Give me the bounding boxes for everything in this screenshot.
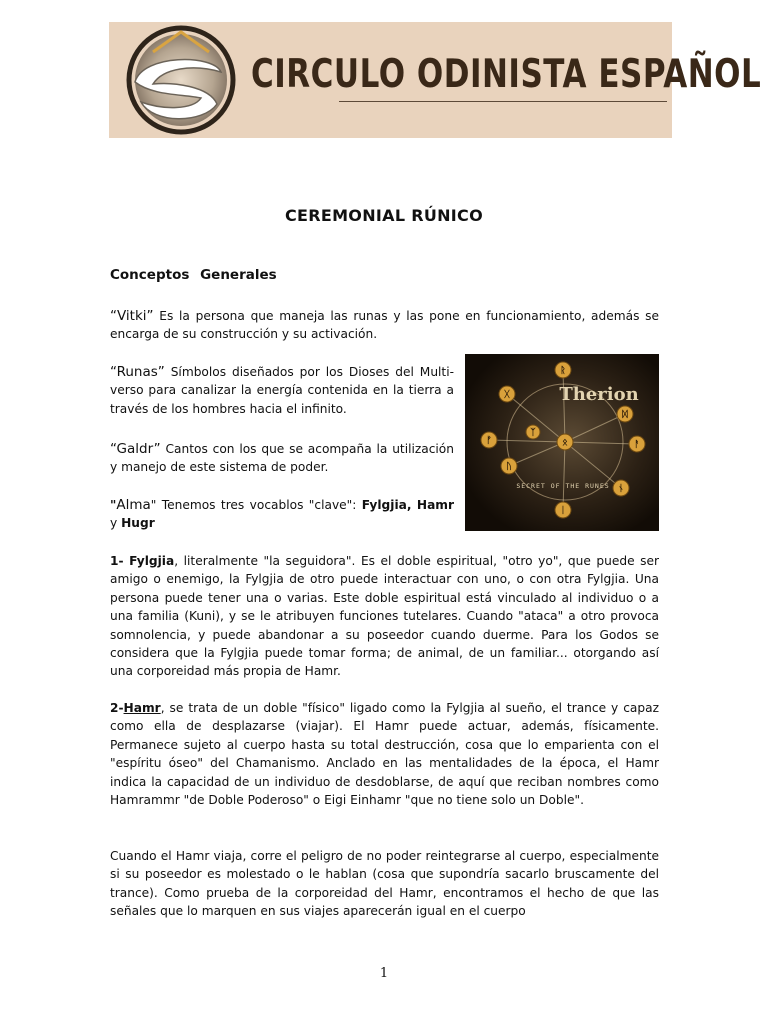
- number-1: 1-: [110, 554, 124, 568]
- svg-text:ᚷ: ᚷ: [504, 390, 510, 400]
- word-hugr: Hugr: [121, 516, 155, 531]
- paragraph-viaje: Cuando el Hamr viaja, corre el peligro de no poder reintegrarse al cuerpo, especialmente si su poseedor es molestado o le hablan (cosa que supondría sacarlo bruscamente del trance). Como prueba de la corporeidad del Hamr, encontramos el hecho de que las señales que lo marquen en sus viajes aparecerán igual en el cuerpo: [110, 849, 659, 919]
- therion-album-cover: [465, 354, 659, 531]
- paragraph-runas: [110, 363, 454, 418]
- paragraph-alma: [110, 496, 454, 533]
- header-banner: [109, 22, 762, 138]
- paragraph-fylgjia: [110, 552, 659, 681]
- album-subtitle: SECRET OF THE RUNES: [516, 482, 610, 490]
- svg-text:ᚱ: ᚱ: [560, 366, 566, 376]
- paragraph-runas-text: Símbolos diseñados por los Dioses del Multi-verso para canalizar la energía contenida en la tierra a través de los hombres hacia el infinito.: [110, 365, 454, 416]
- album-band-name: Therion: [559, 384, 639, 405]
- svg-text:ᛟ: ᛟ: [562, 438, 568, 448]
- svg-text:ᛉ: ᛉ: [530, 428, 536, 438]
- alma-open-quote: ": [110, 498, 117, 512]
- svg-text:ᚨ: ᚨ: [634, 440, 640, 450]
- section-heading: Conceptos Generales: [110, 267, 277, 283]
- paragraph-galdr: [110, 440, 454, 477]
- word-fylgjia: Fylgjia,: [361, 498, 412, 512]
- paragraph-galdr-text: Cantos con los que se acompaña la utilización y manejo de este sistema de poder.: [110, 442, 454, 475]
- banner-title: CIRCULO ODINISTA ESPAÑOL: [251, 52, 762, 97]
- paragraph-fylgjia-text: , literalmente "la seguidora". Es el doble espiritual, "otro yo", que puede ser amigo o enemigo, la Fylgjia de otro puede interactuar con uno, o con otra Fylgjia. Una persona puede tener una o varias. Este doble espiritual está vinculado al individuo o a una familia (Kuni), y se le atribuyen funciones tutelares. Cuando "ataca" a otro provoca somnolencia, y puede abandonar a su poseedor cuando duerme. Para los Godos se considera que la Fylgjia puede tomar forma; de animal, de un familiar... otorgando así una corporeidad más propia de Hamr.: [110, 554, 660, 679]
- page-number: 1: [379, 966, 389, 981]
- svg-text:ᛁ: ᛁ: [560, 506, 566, 516]
- paragraph-vitki: [110, 307, 659, 344]
- document-title: CEREMONIAL RÚNICO: [284, 206, 484, 225]
- term-fylgjia: Fylgjia: [129, 554, 175, 568]
- term-galdr: “Galdr”: [110, 441, 161, 457]
- svg-text:ᚾ: ᚾ: [618, 484, 624, 494]
- banner-rule: [339, 101, 667, 102]
- paragraph-vitki-text: Es la persona que maneja las runas y las pone en funcionamiento, además se encarga de su construcción y su activación.: [110, 309, 659, 342]
- term-hamr: Hamr: [123, 701, 161, 715]
- paragraph-hamr: [110, 699, 659, 809]
- number-2: 2-: [110, 701, 124, 715]
- svg-text:ᚠ: ᚠ: [486, 436, 492, 446]
- svg-text:ᛞ: ᛞ: [622, 410, 628, 420]
- term-alma: Alma: [116, 497, 151, 513]
- word-hamr: Hamr: [416, 498, 455, 512]
- paragraph-hamr-text: , se trata de un doble "físico" ligado como la Fylgjia al sueño, el trance y capaz como ella de desplazarse (viajar). El Hamr puede actuar, además, físicamente. Permanece sujeto al cuerpo hasta su total destrucción, cosa que lo emparienta con el "espíritu óseo" del Chamanismo. Anclado en las mentalidades de la época, el Hamr indica la capacidad de un individuo de desdoblarse, de aquí que reciban nombres como Hamrammr "de Doble Poderoso" o Eigi Einhamr "que no tiene solo un Doble".: [110, 701, 659, 808]
- paragraph-alma-text: " Tenemos tres vocablos "clave":: [150, 498, 362, 512]
- circulo-odinista-logo: [113, 24, 253, 136]
- word-and: y: [110, 516, 122, 531]
- term-vitki: “Vitki”: [110, 308, 154, 324]
- term-runas: “Runas”: [110, 364, 165, 380]
- svg-text:ᚢ: ᚢ: [506, 462, 512, 472]
